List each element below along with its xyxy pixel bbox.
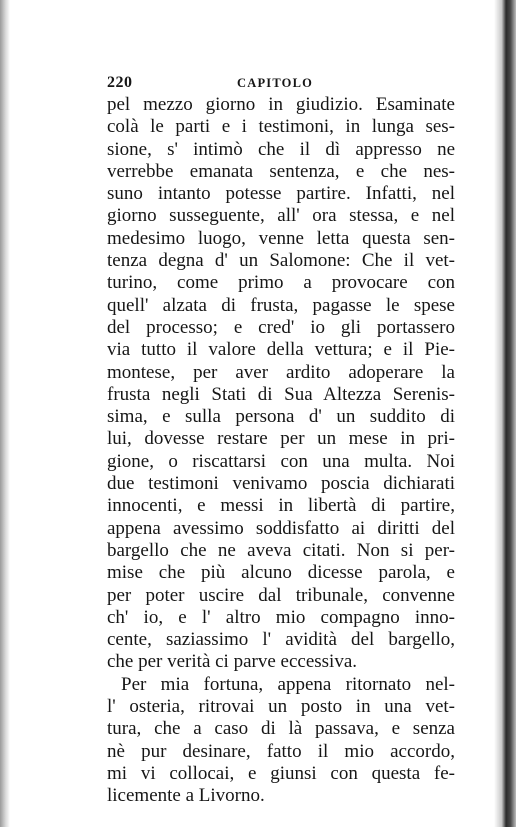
running-head bbox=[107, 72, 455, 94]
text-line: gione, o riscattarsi con una multa. Noi bbox=[107, 450, 455, 472]
text-line: mise che più alcuno dicesse parola, e bbox=[107, 562, 455, 584]
text-line: del processo; e cred' io gli portassero bbox=[107, 316, 455, 338]
text-line: nè pur desinare, fatto il mio accordo, bbox=[107, 740, 455, 762]
text-line: che per verità ci parve eccessiva. bbox=[107, 651, 358, 673]
text-line: cente, saziassimo l' avidità del bargello, bbox=[107, 629, 455, 651]
text-line: giorno susseguente, all' ora stessa, e nel bbox=[107, 205, 455, 227]
text-line: licemente a Livorno. bbox=[107, 785, 265, 807]
paragraph bbox=[107, 674, 455, 808]
scan-right-edge bbox=[494, 0, 516, 827]
paragraph bbox=[107, 94, 455, 674]
text-line: suno intanto potesse partire. Infatti, nel bbox=[107, 183, 455, 205]
text-line: bargello che ne aveva citati. Non si per- bbox=[107, 539, 455, 561]
text-line: mi vi collocai, e giunsi con questa fe- bbox=[107, 762, 455, 784]
text-line: tura, che a caso di là passava, e senza bbox=[107, 718, 455, 740]
text-line: colà le parti e i testimoni, in lunga ses- bbox=[107, 116, 455, 138]
text-line: per poter uscire dal tribunale, convenne bbox=[107, 584, 455, 606]
text-line: turino, come primo a provocare con bbox=[107, 272, 455, 294]
page-number: 220 bbox=[107, 74, 133, 91]
text-line: ch' io, e l' altro mio compagno inno- bbox=[107, 606, 455, 628]
text-line: tenza degna d' un Salomone: Che il vet- bbox=[107, 250, 455, 272]
text-line: sima, e sulla persona d' un suddito di bbox=[107, 406, 455, 428]
text-line: medesimo luogo, venne letta questa sen- bbox=[107, 227, 455, 249]
text-line: Per mia fortuna, appena ritornato nel- bbox=[121, 673, 455, 695]
text-line: innocenti, e messi in libertà di partire, bbox=[107, 495, 455, 517]
text-line: l' osteria, ritrovai un posto in una vet- bbox=[107, 696, 455, 718]
text-line: via tutto il valore della vettura; e il Pie- bbox=[107, 339, 455, 361]
text-line: verrebbe emanata sentenza, e che nes- bbox=[107, 160, 455, 182]
body-text bbox=[107, 94, 455, 808]
text-line: due testimoni venivamo poscia dichiarati bbox=[107, 473, 455, 495]
chapter-title: CAPITOLO bbox=[237, 76, 314, 90]
text-line: frusta negli Stati di Sua Altezza Serenis- bbox=[107, 383, 455, 405]
scan-left-shadow bbox=[0, 0, 10, 827]
text-line: appena avessimo soddisfatto ai diritti del bbox=[107, 517, 455, 539]
text-line: sione, s' intimò che il dì appresso ne bbox=[107, 138, 455, 160]
text-line: montese, per aver ardito adoperare la bbox=[107, 361, 455, 383]
text-line: quell' alzata di frusta, pagasse le spese bbox=[107, 294, 455, 316]
book-page bbox=[107, 72, 455, 808]
text-line: pel mezzo giorno in giudizio. Esaminate bbox=[107, 94, 455, 115]
text-line: lui, dovesse restare per un mese in pri- bbox=[107, 428, 455, 450]
